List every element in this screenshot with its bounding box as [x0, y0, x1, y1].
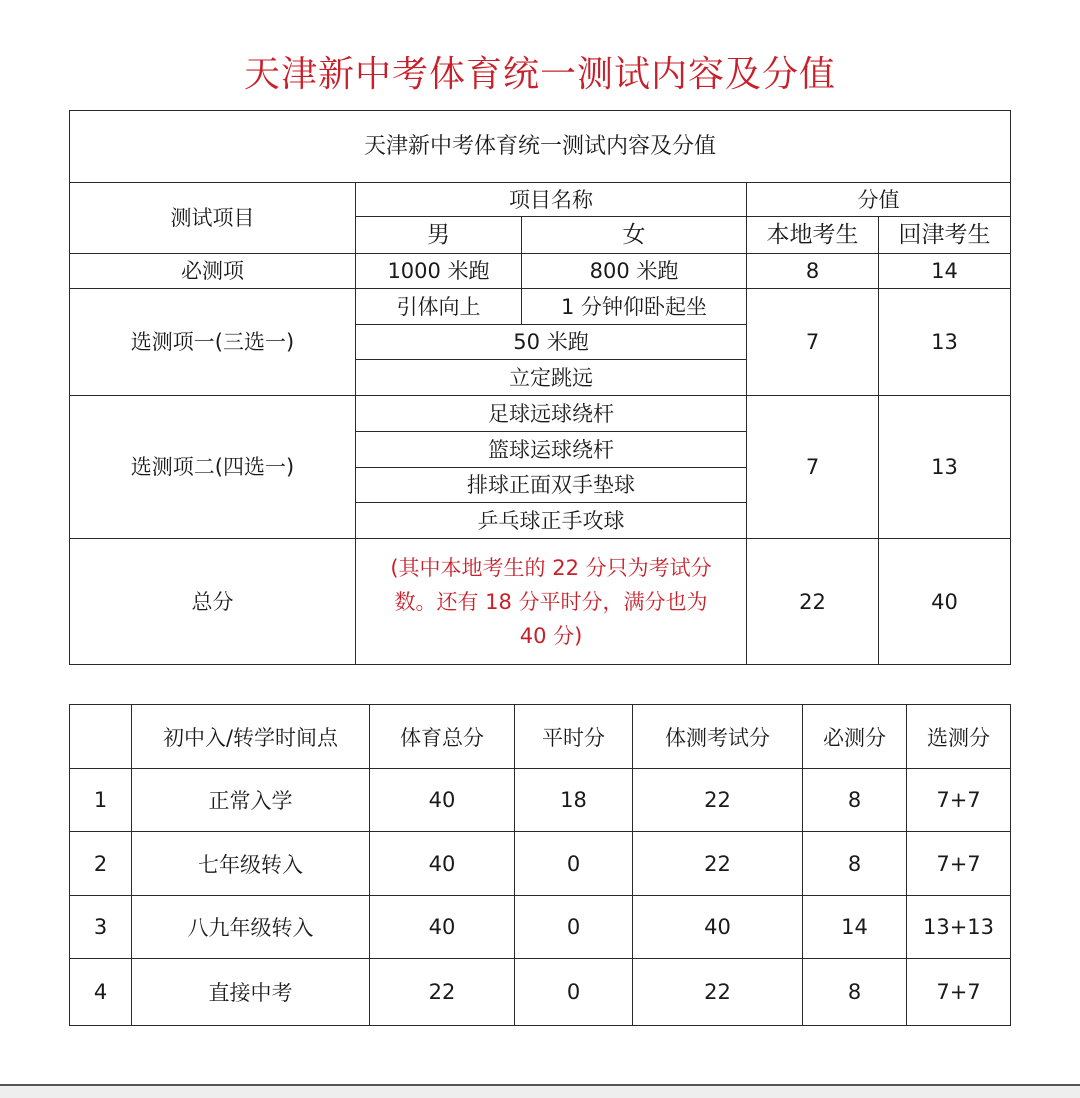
elective1-item: 50 米跑 [356, 325, 747, 360]
header-cell: 选测分 [907, 705, 1011, 769]
header-cell: 体育总分 [370, 705, 515, 769]
row-required: 8 [803, 769, 907, 832]
header-cell: 初中入/转学时间点 [132, 705, 370, 769]
total-note-line: 40 分) [519, 623, 583, 648]
total-note [356, 539, 747, 665]
elective2-item: 足球远球绕杆 [356, 396, 747, 432]
row-total: 40 [370, 769, 515, 832]
page-title: 天津新中考体育统一测试内容及分值 [243, 54, 836, 95]
table-header-row [70, 705, 1011, 769]
required-label: 必测项 [70, 254, 356, 289]
table-row [70, 896, 1011, 959]
row-index: 2 [70, 832, 132, 896]
total-label: 总分 [70, 539, 356, 665]
row-regular: 18 [515, 769, 633, 832]
row-index: 3 [70, 896, 132, 959]
table-row [70, 769, 1011, 832]
elective2-label: 选测项二(四选一) [70, 396, 356, 539]
header-male: 男 [356, 217, 522, 254]
row-exam: 22 [633, 832, 803, 896]
header-cell: 体测考试分 [633, 705, 803, 769]
elective2-returning: 13 [879, 396, 1011, 539]
total-returning: 40 [879, 539, 1011, 665]
total-note-line: 数。还有 18 分平时分，满分也为 [394, 589, 708, 614]
header-cell: 平时分 [515, 705, 633, 769]
row-total: 40 [370, 832, 515, 896]
row-elective: 7+7 [907, 832, 1011, 896]
elective1-item: 1 分钟仰卧起坐 [522, 289, 747, 325]
elective2-local: 7 [747, 396, 879, 539]
row-index: 4 [70, 959, 132, 1026]
header-score: 分值 [747, 183, 1011, 217]
header-cell [70, 705, 132, 769]
row-timepoint: 七年级转入 [132, 832, 370, 896]
row-regular: 0 [515, 896, 633, 959]
row-elective: 13+13 [907, 896, 1011, 959]
elective2-item: 乒乓球正手攻球 [356, 503, 747, 539]
table-row [70, 959, 1011, 1026]
row-exam: 22 [633, 769, 803, 832]
header-test-item: 测试项目 [70, 183, 356, 254]
required-local: 8 [747, 254, 879, 289]
row-index: 1 [70, 769, 132, 832]
row-regular: 0 [515, 832, 633, 896]
required-male: 1000 米跑 [356, 254, 522, 289]
required-female: 800 米跑 [522, 254, 747, 289]
header-cell: 必测分 [803, 705, 907, 769]
row-timepoint: 直接中考 [132, 959, 370, 1026]
row-elective: 7+7 [907, 959, 1011, 1026]
elective2-item: 排球正面双手垫球 [356, 468, 747, 503]
row-timepoint: 正常入学 [132, 769, 370, 832]
row-total: 40 [370, 896, 515, 959]
transfer-score-table [69, 704, 1011, 1026]
row-required: 8 [803, 832, 907, 896]
required-returning: 14 [879, 254, 1011, 289]
total-local: 22 [747, 539, 879, 665]
header-item-name: 项目名称 [356, 183, 747, 217]
elective1-item: 引体向上 [356, 289, 522, 325]
row-elective: 7+7 [907, 769, 1011, 832]
row-required: 8 [803, 959, 907, 1026]
header-female: 女 [522, 217, 747, 254]
elective1-label: 选测项一(三选一) [70, 289, 356, 396]
elective1-local: 7 [747, 289, 879, 396]
header-local: 本地考生 [747, 217, 879, 254]
row-total: 22 [370, 959, 515, 1026]
header-returning: 回津考生 [879, 217, 1011, 254]
row-exam: 40 [633, 896, 803, 959]
elective2-item: 篮球运球绕杆 [356, 432, 747, 468]
table-row [70, 832, 1011, 896]
row-exam: 22 [633, 959, 803, 1026]
elective1-item: 立定跳远 [356, 360, 747, 396]
test-content-table [69, 110, 1011, 665]
total-note-line: (其中本地考生的 22 分只为考试分 [390, 555, 712, 580]
row-timepoint: 八九年级转入 [132, 896, 370, 959]
elective1-returning: 13 [879, 289, 1011, 396]
row-required: 14 [803, 896, 907, 959]
bottom-bar [0, 1086, 1080, 1098]
table-caption: 天津新中考体育统一测试内容及分值 [70, 111, 1011, 183]
row-regular: 0 [515, 959, 633, 1026]
